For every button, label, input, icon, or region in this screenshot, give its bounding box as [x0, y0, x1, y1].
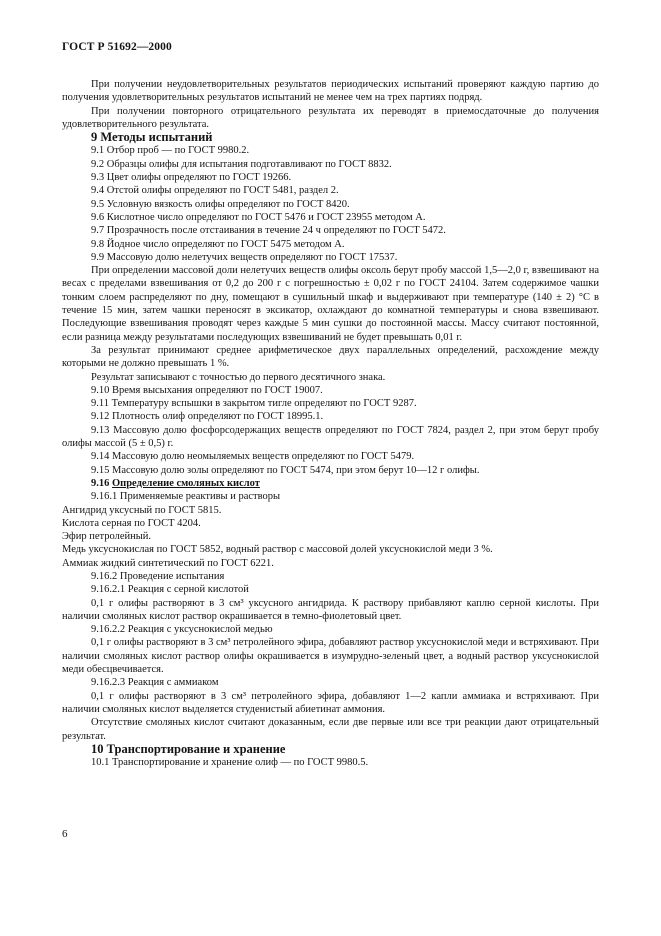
clause-9-14: 9.14 Массовую долю неомыляемых веществ определяют по ГОСТ 5479.	[91, 451, 415, 463]
reagent-item: Кислота серная по ГОСТ 4204.	[62, 517, 201, 529]
clause-9-13: 9.13 Массовую долю фосфорсодержащих веществ определяют по ГОСТ 7824, раздел 2, при этом берут пробу олифы массой (5 ± 0,5) г.	[62, 424, 599, 450]
reagents-heading: 9.16.1 Применяемые реактивы и растворы	[91, 491, 281, 503]
section-10-heading: 10 Транспортирование и хранение	[91, 741, 286, 756]
nonvolatile-method-paragraph: При определении массовой доли нелетучих веществ олифы оксоль берут пробу массой 1,5—2,0 г, взвешивают на весах с пределами взвешивания от 0,2 до 200 г с погрешностью ± 0,02 г по ГОСТ 24104. Затем содержимое чашки тонким слоем распределяют по дну, помещают в сушильный шкаф и выдерживают при температуре (140 ± 2) °С в течение 15 мин, затем чашки переносят в эксикатор, охлаждают до комнатной температуры и снова взвешивают. Последующие взвешивания проводят через каждые 5 мин сушки до постоянной массы. Массу считают постоянной, если разница между результатами последующих взвешиваний не будет превышать 0,01 г.	[62, 265, 599, 343]
clause-9-1: 9.1 Отбор проб — по ГОСТ 9980.2.	[91, 145, 250, 157]
section-9-heading: 9 Методы испытаний	[91, 130, 213, 145]
page-number: 6	[62, 828, 68, 840]
clause-9-9: 9.9 Массовую долю нелетучих веществ определяют по ГОСТ 17537.	[91, 251, 398, 263]
clause-9-16-number: 9.16	[91, 477, 110, 489]
reaction-3-heading: 9.16.2.3 Реакция с аммиаком	[91, 677, 219, 689]
clause-9-15: 9.15 Массовую долю золы определяют по ГОСТ 5474, при этом берут 10—12 г олифы.	[91, 464, 480, 476]
clause-9-3: 9.3 Цвет олифы определяют по ГОСТ 19266.	[91, 172, 292, 184]
clause-9-4: 9.4 Отстой олифы определяют по ГОСТ 5481, раздел 2.	[91, 185, 339, 197]
page-content	[62, 78, 599, 769]
rounding-paragraph: Результат записывают с точностью до первого десятичного знака.	[91, 371, 386, 383]
clause-9-11: 9.11 Температуру вспышки в закрытом тигле определяют по ГОСТ 9287.	[91, 398, 417, 410]
result-paragraph: За результат принимают среднее арифметическое двух параллельных определений, расхождение между которыми не должно превышать 1 %.	[62, 344, 599, 370]
conclusion-paragraph: Отсутствие смоляных кислот считают доказанным, если две первые или все три реакции дают отрицательный результат.	[62, 717, 599, 742]
clause-9-12: 9.12 Плотность олиф определяют по ГОСТ 18995.1.	[91, 411, 324, 423]
clause-9-16-heading	[62, 477, 599, 490]
clause-9-7: 9.7 Прозрачность после отстаивания в течение 24 ч определяют по ГОСТ 5472.	[91, 225, 446, 237]
reaction-1-heading: 9.16.2.1 Реакция с серной кислотой	[91, 584, 249, 596]
clause-10-1: 10.1 Транспортирование и хранение олиф — по ГОСТ 9980.5.	[91, 757, 369, 769]
reaction-2-heading: 9.16.2.2 Реакция с уксуснокислой медью	[91, 624, 273, 636]
reaction-1-text: 0,1 г олифы растворяют в 3 см³ уксусного ангидрида. К раствору прибавляют каплю серной кислоты. При наличии смоляных кислот раствор окрашивается в темно-фиолетовый цвет.	[62, 597, 599, 622]
reagent-item: Ангидрид уксусный по ГОСТ 5815.	[62, 504, 222, 516]
reaction-2-text: 0,1 г олифы растворяют в 3 см³ петролейного эфира, добавляют раствор уксуснокислой меди и встряхивают. При наличии смоляных кислот раствор олифы окрашивается в изумрудно-зеленый цвет, а водный раствор уксуснокислой меди обесцвечивается.	[62, 637, 599, 676]
clause-9-10: 9.10 Время высыхания определяют по ГОСТ 19007.	[91, 384, 323, 396]
procedure-heading: 9.16.2 Проведение испытания	[91, 570, 225, 582]
clause-9-6: 9.6 Кислотное число определяют по ГОСТ 5476 и ГОСТ 23955 методом А.	[91, 211, 426, 223]
intro-paragraph-2: При получении повторного отрицательного результата их переводят в приемосдаточные до получения удовлетворительного результата.	[62, 105, 599, 130]
clause-9-2: 9.2 Образцы олифы для испытания подготавливают по ГОСТ 8832.	[91, 158, 392, 170]
reaction-3-text: 0,1 г олифы растворяют в 3 см³ петролейного эфира, добавляют 1—2 капли аммиака и встряхивают. При наличии смоляных кислот выделяется студенистый абиетинат аммония.	[62, 690, 599, 715]
reagent-item: Аммиак жидкий синтетический по ГОСТ 6221.	[62, 557, 274, 569]
reagent-item: Эфир петролейный.	[62, 531, 152, 543]
document-header: ГОСТ Р 51692—2000	[62, 41, 172, 53]
clause-9-8: 9.8 Йодное число определяют по ГОСТ 5475 методом А.	[91, 238, 345, 250]
reagent-item: Медь уксуснокислая по ГОСТ 5852, водный раствор с массовой долей уксуснокислой меди 3 %.	[62, 544, 493, 556]
clause-9-16-title: Определение смоляных кислот	[112, 477, 260, 489]
intro-paragraph-1: При получении неудовлетворительных результатов периодических испытаний проверяют каждую партию до получения удовлетворительных результатов испытаний не менее чем на трех партиях подряд.	[62, 79, 599, 104]
clause-9-5: 9.5 Условную вязкость олифы определяют по ГОСТ 8420.	[91, 198, 350, 210]
